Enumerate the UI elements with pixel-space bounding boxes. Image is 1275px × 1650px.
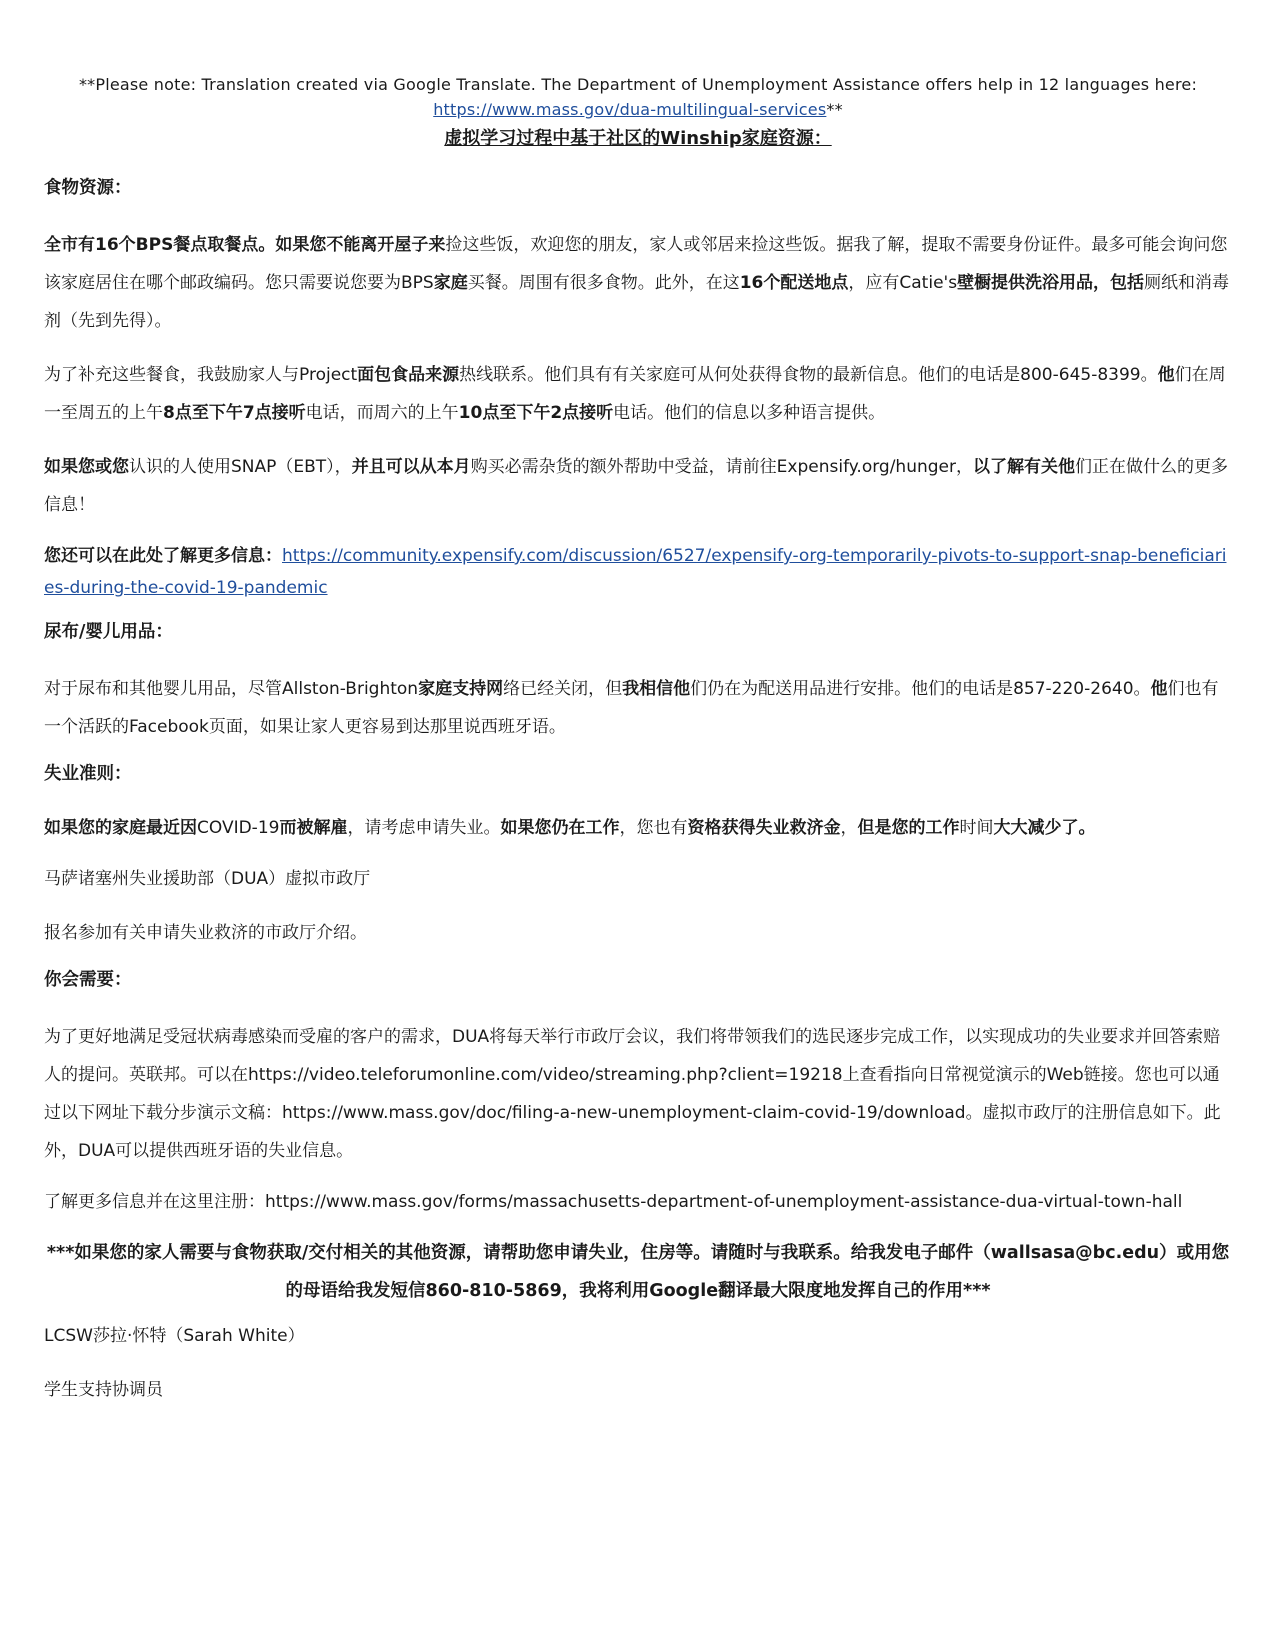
text: ，您也有	[619, 818, 688, 838]
text-bold: 8点至下午7点接听	[163, 403, 306, 423]
signature-role: 学生支持协调员	[44, 1380, 163, 1400]
food-paragraph-2	[44, 356, 1232, 432]
text: 们正在做什么的更多信息！	[44, 457, 1228, 515]
text-bold: 您还可以在此处了解更多信息：	[44, 546, 282, 566]
text-bold: 并且可以从本月	[351, 457, 471, 477]
text: COVID-19	[197, 818, 280, 838]
text: 络已经关闭，但	[503, 679, 623, 699]
unemployment-paragraph-1	[44, 812, 1232, 844]
text: 捡这些饭，欢迎您的朋友，家人或邻居来捡这些饭。据我了解，提取不需要身份证件。最多可能会询问您该家庭居住在哪个邮政编码。您只需要说您要为BPS	[44, 235, 1228, 293]
text: 购买必需杂货的额外帮助中受益，请前往Expensify.org/hunger，	[470, 457, 973, 477]
text: 厕纸和消毒剂（先到先得）。	[44, 273, 1230, 331]
text-bold: 壁橱提供洗浴用品，包括	[957, 273, 1145, 293]
baby-supplies-heading: 尿布/婴儿用品：	[44, 622, 173, 642]
text: 电话，而周六的上午	[305, 403, 459, 423]
text: ，	[840, 818, 858, 838]
text-bold: 而被解雇	[279, 818, 348, 838]
food-paragraph-4	[44, 540, 1232, 604]
signature-name: LCSW莎拉·怀特（Sarah White）	[44, 1326, 305, 1346]
text-bold: 他	[1150, 679, 1168, 699]
text-bold: 大大减少了。	[993, 818, 1096, 838]
text: 们也有一个活跃的Facebook页面，如果让家人更容易到达那里说西班牙语。	[44, 679, 1219, 737]
unemployment-paragraph-3: 报名参加有关申请失业救济的市政厅介绍。	[44, 923, 367, 943]
text-bold: 16个配送地点	[739, 273, 849, 293]
text: 时间	[959, 818, 994, 838]
text-bold: 如果您仍在工作	[500, 818, 620, 838]
translation-note-text: **Please note: Translation created via Google Translate. The Department of Unemployment Assistance offers help in 12 languages here:	[78, 75, 1198, 94]
text: ，应有Catie's	[848, 273, 958, 293]
translation-note	[44, 72, 1232, 122]
text-bold: 我相信他	[622, 679, 691, 699]
text-bold: 但是您的工作	[857, 818, 960, 838]
text: 热线联系。他们具有有关家庭可从何处获得食物的最新信息。他们的电话是800-645-8399。	[459, 365, 1158, 385]
town-hall-paragraph: 为了更好地满足受冠状病毒感染而受雇的客户的需求，DUA将每天举行市政厅会议，我们将带领我们的选民逐步完成工作，以实现成功的失业要求并回答索赔人的提问。英联邦。可以在https://video.teleforumonline.com/video/streaming.php?client=19218上查看指向日常视觉演示的Web链接。您也可以通过以下网址下载分步演示文稿：https://www.mass.gov/doc/filing-a-new-unemployment-claim-covid-19/download。虚拟市政厅的注册信息如下。此外，DUA可以提供西班牙语的失业信息。	[44, 1027, 1221, 1161]
food-heading: 食物资源：	[44, 178, 132, 198]
text: 买餐。周围有很多食物。此外，在这	[467, 273, 740, 293]
text: 们在周一至周五的上午	[44, 365, 1226, 423]
text-bold: 如果您的家庭最近因	[44, 818, 197, 838]
text-bold: 面包食品来源	[357, 365, 460, 385]
text-bold: 10点至下午2点接听	[458, 403, 614, 423]
expensify-link[interactable]: https://community.expensify.com/discussion/6527/expensify-org-temporarily-pivots-to-support-snap-beneficiaries-during-the-covid-19-pandemic	[44, 546, 1227, 598]
text-bold: 全市有16个BPS餐点取餐点。如果您不能离开屋子来	[44, 235, 446, 255]
translation-note-suffix: **	[826, 100, 843, 119]
baby-supplies-paragraph	[44, 670, 1232, 746]
text: 们仍在为配送用品进行安排。他们的电话是857-220-2640。	[690, 679, 1151, 699]
text-bold: 资格获得失业救济金	[687, 818, 841, 838]
contact-callout: ***如果您的家人需要与食物获取/交付相关的其他资源，请帮助您申请失业，住房等。请随时与我联系。给我发电子邮件（wallsasa@bc.edu）或用您的母语给我发短信860-810-5869，我将利用Google翻译最大限度地发挥自己的作用***	[46, 1243, 1230, 1301]
dua-multilingual-link[interactable]: https://www.mass.gov/dua-multilingual-services	[433, 100, 827, 119]
you-will-need-heading: 你会需要：	[44, 970, 132, 990]
text: ，请考虑申请失业。	[347, 818, 501, 838]
text-bold: 如果您或您	[44, 457, 129, 477]
text-bold: 他	[1157, 365, 1175, 385]
text-bold: 家庭	[433, 273, 468, 293]
register-paragraph: 了解更多信息并在这里注册：https://www.mass.gov/forms/massachusetts-department-of-unemployment-assistance-dua-virtual-town-hall	[44, 1192, 1183, 1212]
unemployment-heading: 失业准则：	[44, 764, 132, 784]
text: 为了补充这些餐食，我鼓励家人与Project	[44, 365, 358, 385]
page-title: 虚拟学习过程中基于社区的Winship家庭资源：	[444, 128, 832, 149]
food-paragraph-1	[44, 226, 1232, 340]
text-bold: 家庭支持网	[418, 679, 504, 699]
text: 电话。他们的信息以多种语言提供。	[613, 403, 886, 423]
document-page	[44, 72, 1232, 1432]
text-bold: 以了解有关他	[973, 457, 1075, 477]
text: 对于尿布和其他婴儿用品，尽管Allston-Brighton	[44, 679, 419, 699]
unemployment-paragraph-2: 马萨诸塞州失业援助部（DUA）虚拟市政厅	[44, 869, 371, 889]
food-paragraph-3	[44, 448, 1232, 524]
text: 认识的人使用SNAP（EBT），	[129, 457, 352, 477]
